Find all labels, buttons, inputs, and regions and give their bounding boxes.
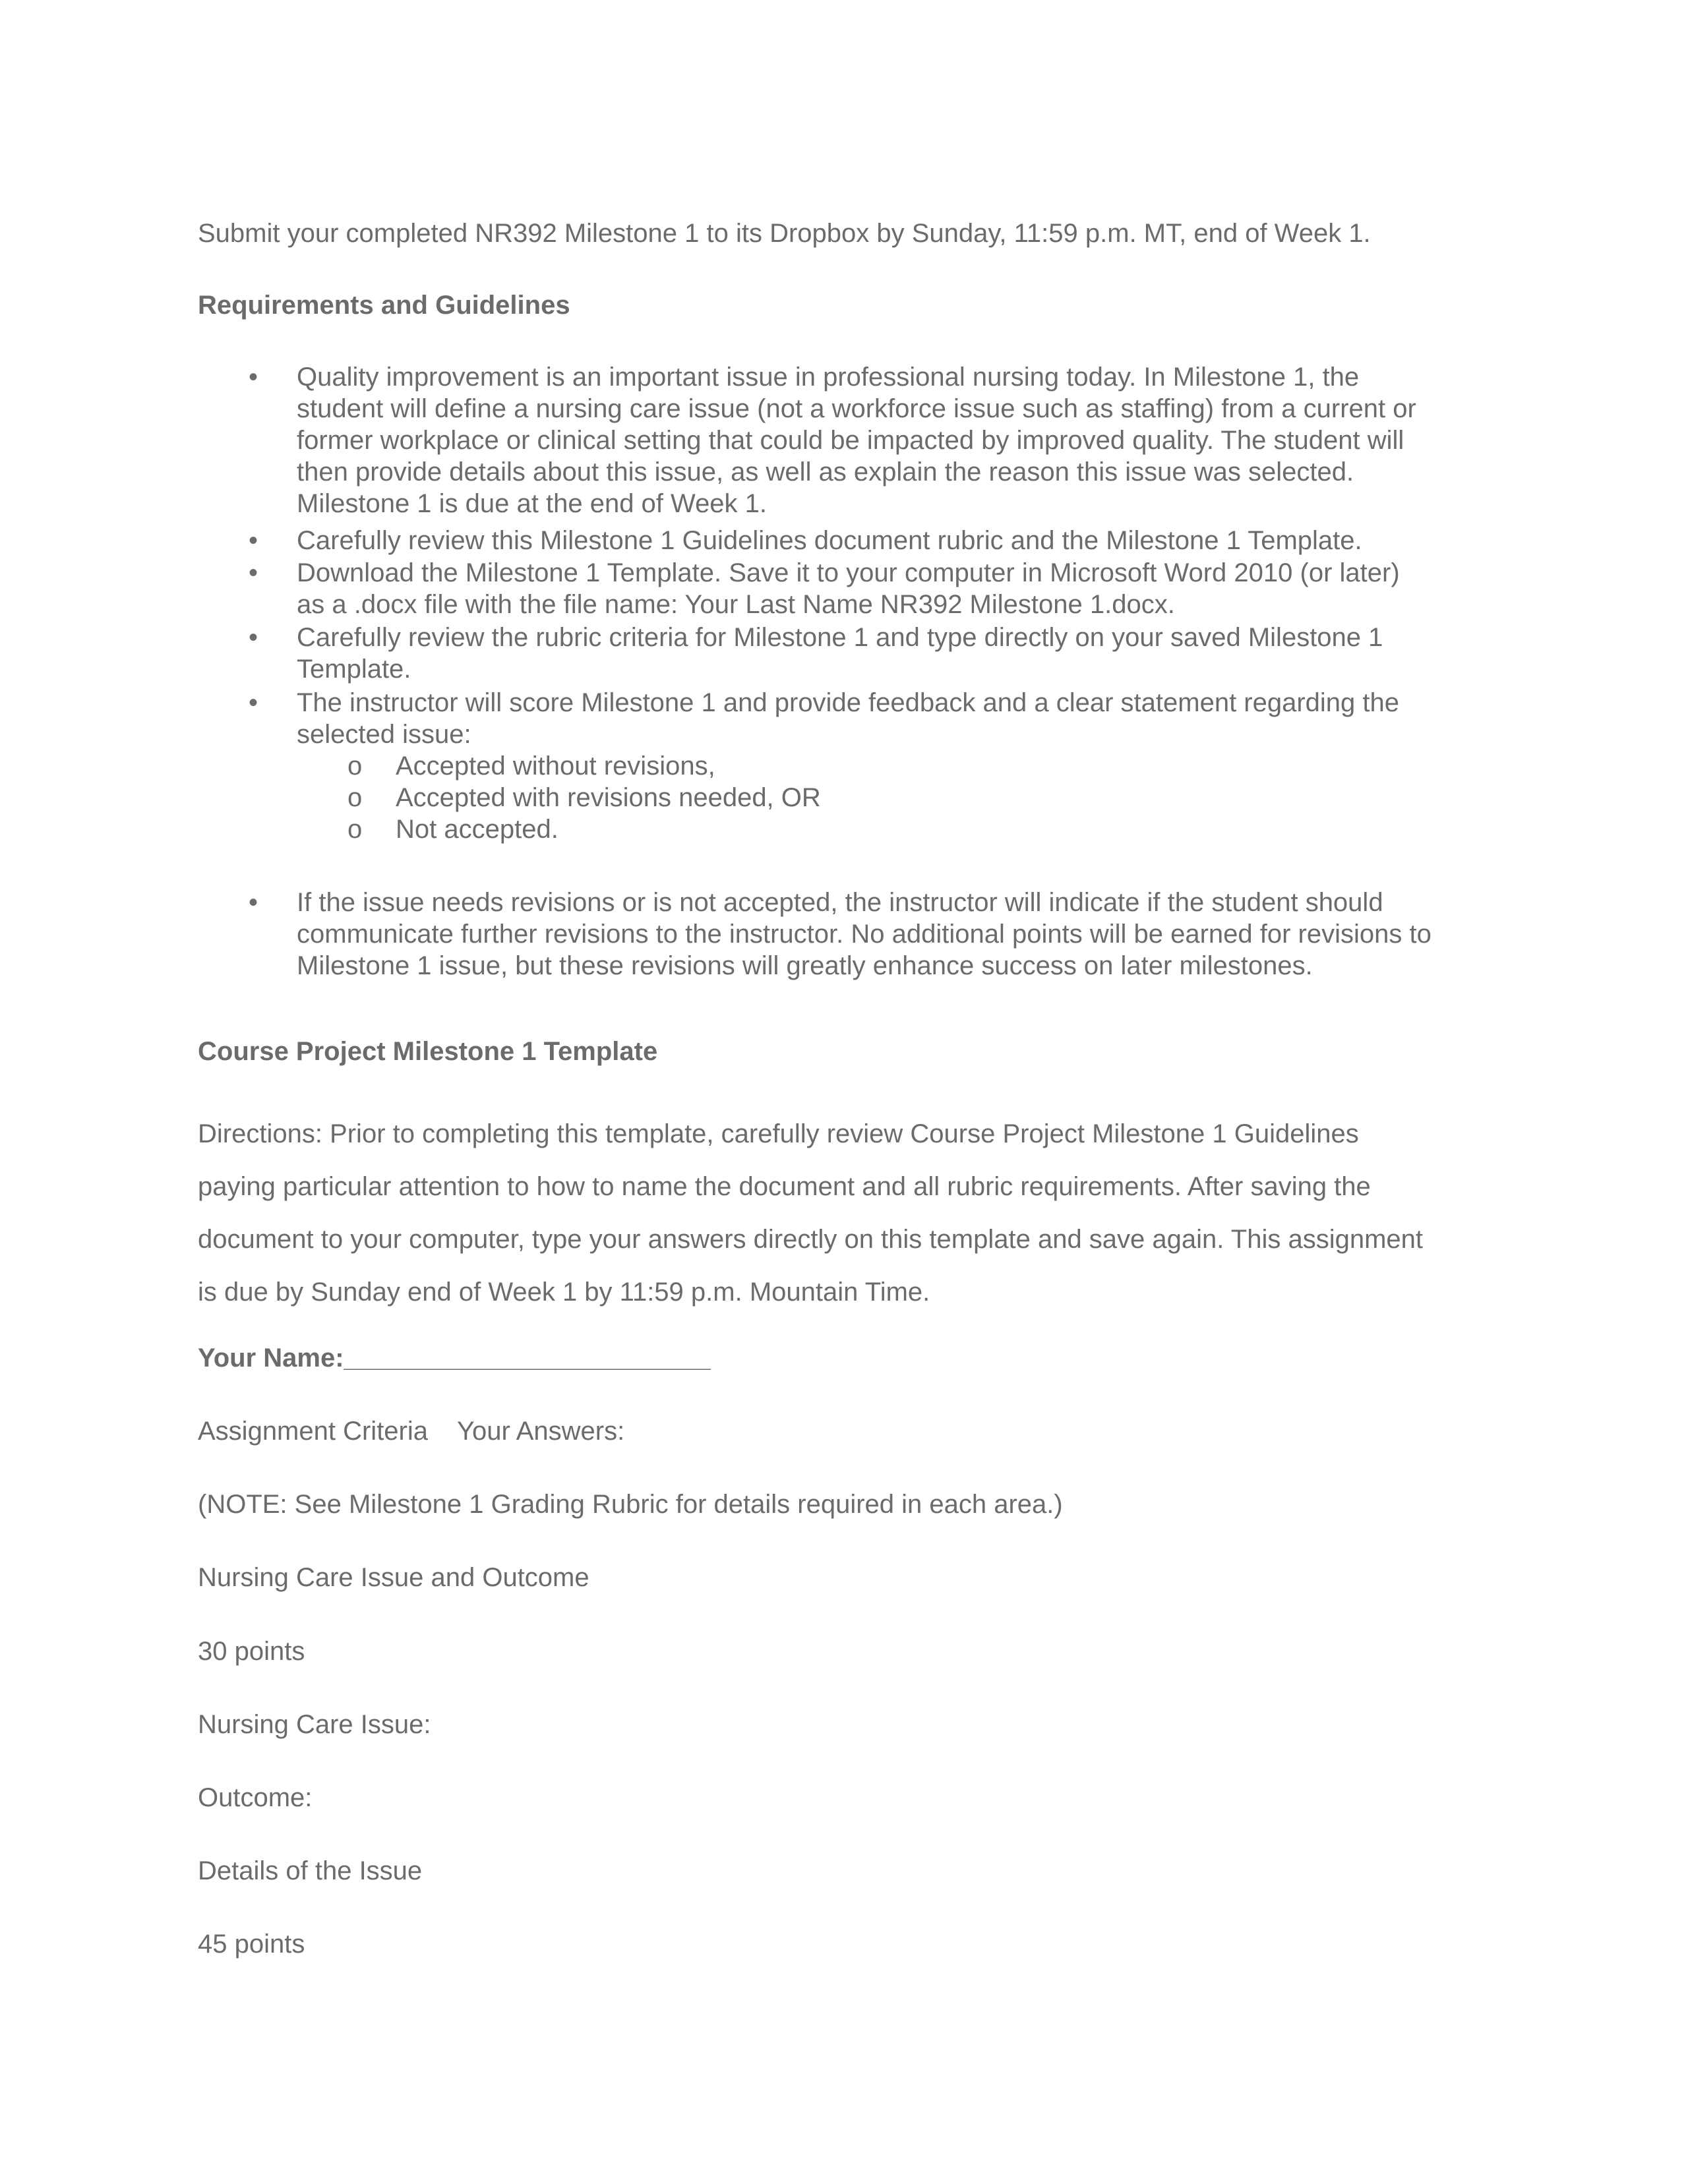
your-name-field: Your Name:_________________________ xyxy=(198,1343,711,1372)
sub-bullet-marker: o xyxy=(347,815,363,844)
bullet-line: selected issue: xyxy=(297,720,471,749)
sub-bullet-not-accepted: Not accepted. xyxy=(396,815,558,844)
requirements-heading: Requirements and Guidelines xyxy=(198,291,570,320)
bullet-line: as a .docx file with the file name: Your Last Name NR392 Milestone 1.docx. xyxy=(297,590,1175,619)
assignment-criteria-label: Assignment Criteria xyxy=(198,1417,429,1446)
bullet-line: Download the Milestone 1 Template. Save it to your computer in Microsoft Word 2010 (or later) xyxy=(297,558,1400,587)
your-answers-label: Your Answers: xyxy=(457,1417,625,1446)
directions-line: Directions: Prior to completing this template, carefully review Course Project Milestone 1 Guidelines xyxy=(198,1119,1359,1148)
grading-note: (NOTE: See Milestone 1 Grading Rubric for details required in each area.) xyxy=(198,1490,1063,1519)
bullet-line: Template. xyxy=(297,655,411,684)
sub-bullet-marker: o xyxy=(347,752,363,781)
bullet-line: communicate further revisions to the instructor. No additional points will be earned for revisions to xyxy=(297,920,1432,949)
nursing-care-issue-label: Nursing Care Issue: xyxy=(198,1710,431,1739)
section-points: 45 points xyxy=(198,1930,305,1959)
section-title-nursing-care-issue-outcome: Nursing Care Issue and Outcome xyxy=(198,1563,589,1592)
bullet-line: Quality improvement is an important issue in professional nursing today. In Milestone 1, the xyxy=(297,363,1360,392)
bullet-download-template xyxy=(297,557,1497,620)
sub-bullet-marker: o xyxy=(347,783,363,812)
directions-line: is due by Sunday end of Week 1 by 11:59 p.m. Mountain Time. xyxy=(198,1278,930,1307)
sub-bullet-accepted-without-revisions: Accepted without revisions, xyxy=(396,752,715,781)
bullet-marker: • xyxy=(249,363,258,392)
template-heading: Course Project Milestone 1 Template xyxy=(198,1037,658,1066)
bullet-line: Milestone 1 is due at the end of Week 1. xyxy=(297,489,768,518)
directions-paragraph xyxy=(198,1107,1503,1318)
bullet-quality-improvement xyxy=(297,361,1497,519)
bullet-line: then provide details about this issue, as well as explain the reason this issue was selected. xyxy=(297,457,1354,487)
outcome-label: Outcome: xyxy=(198,1783,313,1812)
criteria-header-row xyxy=(198,1415,624,1447)
bullet-line: Carefully review this Milestone 1 Guidelines document rubric and the Milestone 1 Template. xyxy=(297,526,1362,555)
bullet-review-guidelines xyxy=(297,525,1497,556)
bullet-marker: • xyxy=(249,558,258,587)
directions-line: document to your computer, type your answers directly on this template and save again. This assignment xyxy=(198,1225,1424,1254)
bullet-line: Milestone 1 issue, but these revisions will greatly enhance success on later milestones. xyxy=(297,951,1313,980)
bullet-line: Carefully review the rubric criteria for Milestone 1 and type directly on your saved Milestone 1 xyxy=(297,623,1383,652)
bullet-instructor-score xyxy=(297,687,1497,750)
bullet-marker: • xyxy=(249,688,258,717)
sub-bullet-accepted-with-revisions: Accepted with revisions needed, OR xyxy=(396,783,821,812)
bullet-line: The instructor will score Milestone 1 and provide feedback and a clear statement regarding the xyxy=(297,688,1400,717)
bullet-line: former workplace or clinical setting that could be impacted by improved quality. The student will xyxy=(297,426,1404,455)
bullet-revisions xyxy=(297,887,1497,982)
bullet-review-rubric xyxy=(297,622,1497,685)
bullet-line: If the issue needs revisions or is not accepted, the instructor will indicate if the student should xyxy=(297,888,1383,917)
section-points: 30 points xyxy=(198,1637,305,1666)
directions-line: paying particular attention to how to name the document and all rubric requirements. After saving the xyxy=(198,1172,1371,1201)
bullet-marker: • xyxy=(249,623,258,652)
submission-instructions: Submit your completed NR392 Milestone 1 to its Dropbox by Sunday, 11:59 p.m. MT, end of Week 1. xyxy=(198,219,1371,248)
section-title-details-of-issue: Details of the Issue xyxy=(198,1856,423,1885)
bullet-marker: • xyxy=(249,526,258,555)
bullet-marker: • xyxy=(249,888,258,917)
bullet-line: student will define a nursing care issue (not a workforce issue such as staffing) from a current or xyxy=(297,394,1416,423)
